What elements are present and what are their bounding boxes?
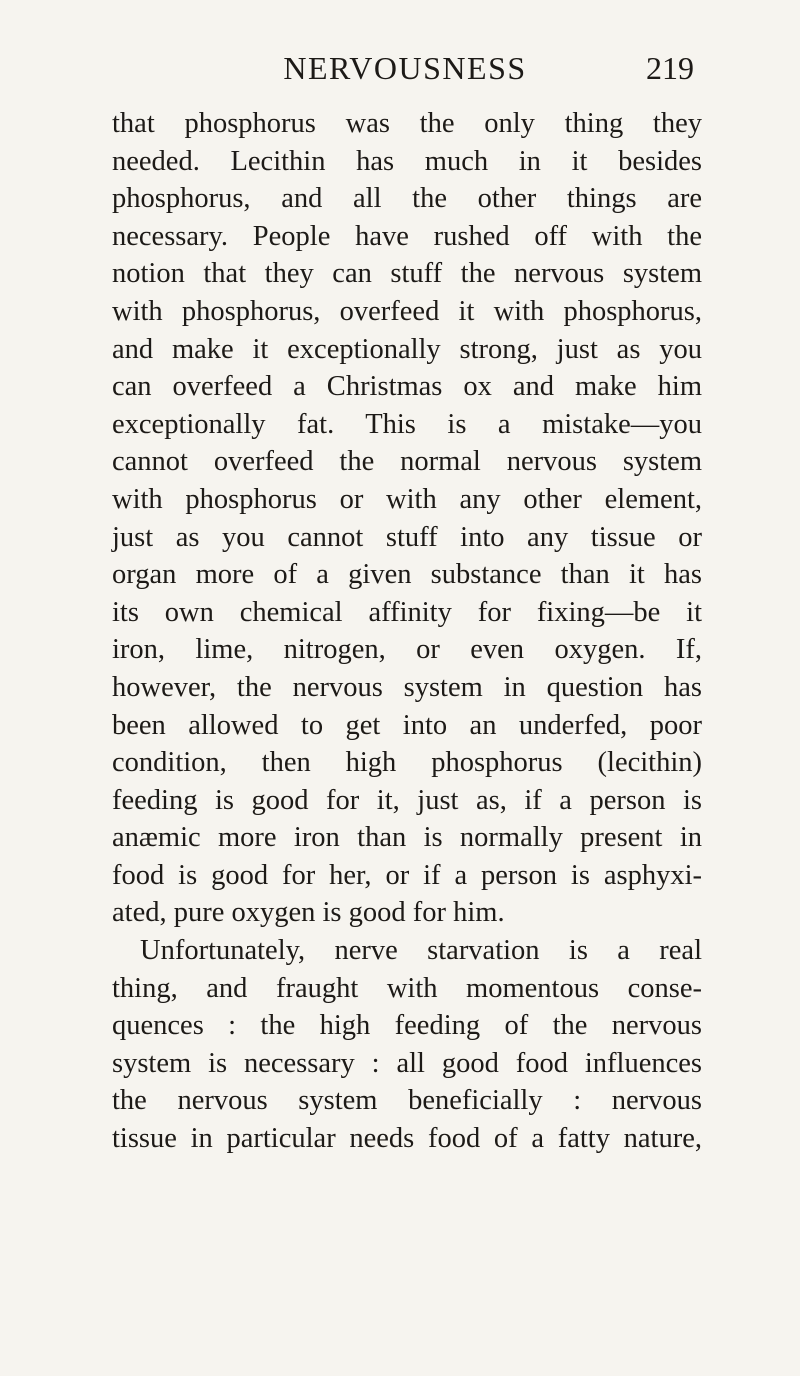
body-text (112, 105, 702, 1158)
text-line: thing, and fraught with momentous conse- (112, 972, 702, 1004)
text-line: the nervous system beneficially : nervous (112, 1085, 702, 1117)
text-line: needed. Lecithin has much in it besides (112, 145, 702, 177)
text-line: with phosphorus or with any other element, (112, 483, 702, 515)
text-line: just as you cannot stuff into any tissue or (112, 521, 702, 553)
text-line: and make it exceptionally strong, just as you (112, 333, 702, 365)
running-head: NERVOUSNESS (283, 50, 527, 86)
text-line: that phosphorus was the only thing they (112, 108, 702, 139)
text-line: however, the nervous system in question has (112, 671, 702, 703)
text-line: phosphorus, and all the other things are (112, 183, 702, 215)
text-line: food is good for her, or if a person is asphyxi- (112, 859, 702, 891)
text-line: its own chemical affinity for fixing—be it (112, 596, 702, 628)
text-line: can overfeed a Christmas ox and make him (112, 371, 702, 403)
text-line: system is necessary : all good food influences (112, 1047, 702, 1079)
page-number: 219 (646, 50, 694, 86)
text-line: tissue in particular needs food of a fatty nature, (112, 1123, 702, 1155)
text-line: with phosphorus, overfeed it with phosphorus, (112, 295, 702, 327)
text-line: quences : the high feeding of the nervous (112, 1010, 702, 1042)
text-line: notion that they can stuff the nervous system (112, 258, 702, 290)
page-header (0, 44, 800, 92)
paragraph-start-line: Unfortunately, nerve starvation is a real (140, 935, 702, 967)
text-line: iron, lime, nitrogen, or even oxygen. If, (112, 634, 702, 666)
text-line: been allowed to get into an underfed, poor (112, 709, 702, 741)
text-line: condition, then high phosphorus (lecithin) (112, 747, 702, 779)
text-line: anæmic more iron than is normally present in (112, 822, 702, 854)
text-line: exceptionally fat. This is a mistake—you (112, 408, 702, 440)
paragraph-end-line: ated, pure oxygen is good for him. (112, 897, 505, 929)
text-line: necessary. People have rushed off with the (112, 220, 702, 252)
text-line: organ more of a given substance than it has (112, 559, 702, 591)
text-line: feeding is good for it, just as, if a person is (112, 784, 702, 816)
text-line: cannot overfeed the normal nervous system (112, 446, 702, 478)
